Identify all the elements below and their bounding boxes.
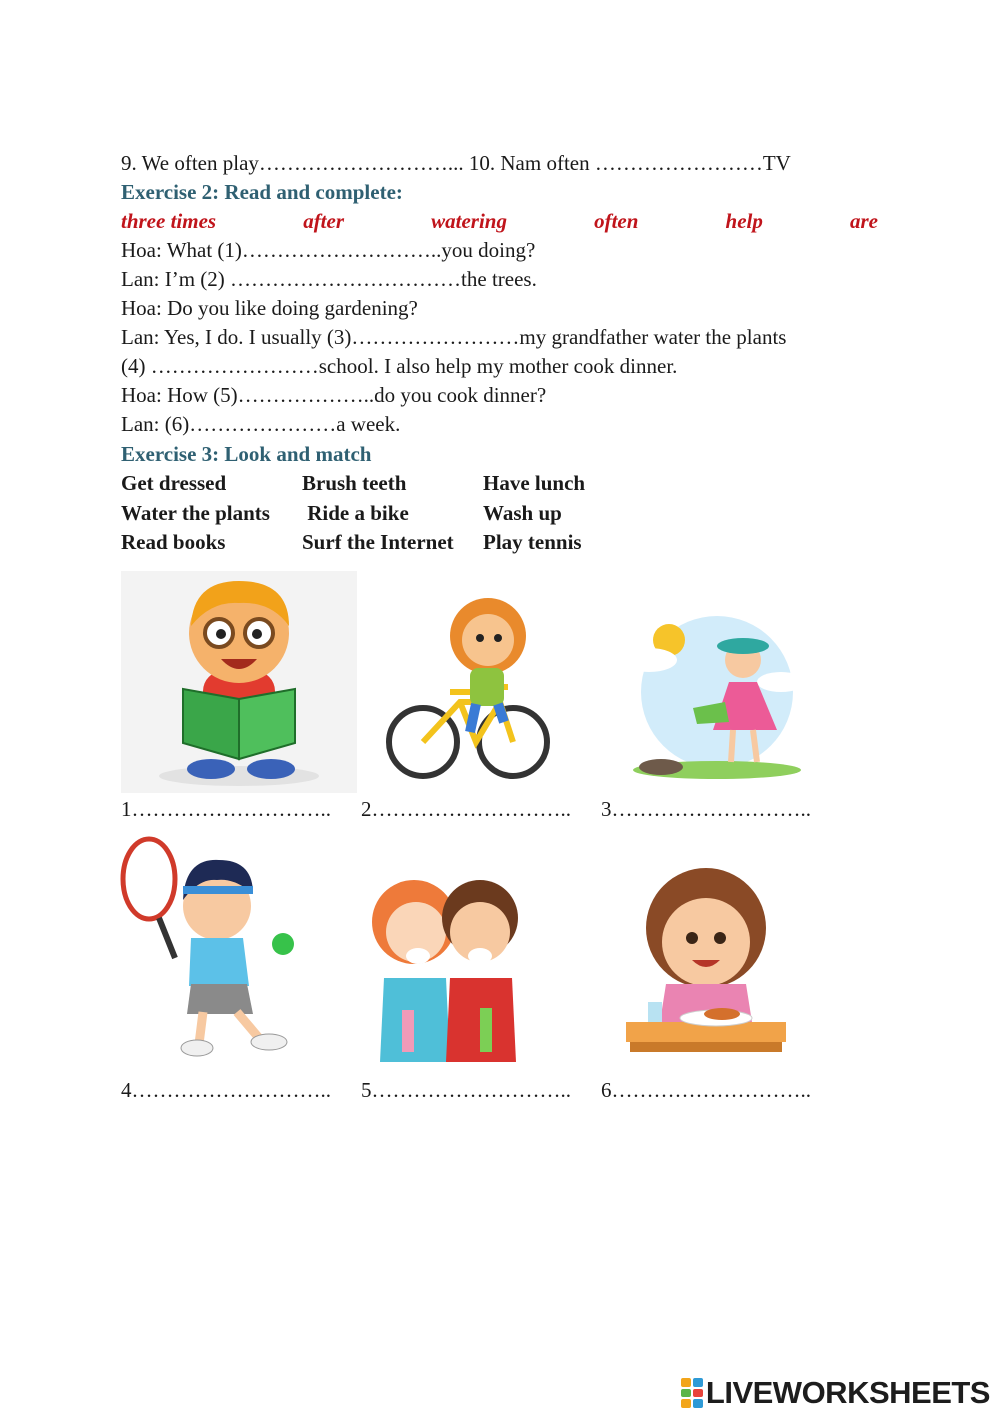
logo-square xyxy=(693,1399,703,1408)
picture-reading-books xyxy=(121,571,357,793)
dialogue-line: Hoa: What (1)………………………..you doing? xyxy=(121,238,536,262)
logo-mark-icon xyxy=(681,1378,703,1408)
picture-brush-teeth xyxy=(362,860,528,1062)
picture-water-the-plants xyxy=(621,612,803,787)
word-bank-item: are xyxy=(849,209,878,233)
answer-blank-6[interactable]: 6……………………….. xyxy=(601,1078,811,1102)
word-bank-item: help xyxy=(725,209,763,233)
exercise3-heading: Exercise 3: Look and match xyxy=(121,442,372,466)
exercise2-heading: Exercise 2: Read and complete: xyxy=(121,180,403,204)
logo-square xyxy=(681,1399,691,1408)
dialogue-line: Hoa: How (5)………………..do you cook dinner? xyxy=(121,383,547,407)
phrase-table xyxy=(121,469,683,558)
phrase: Have lunch xyxy=(483,471,586,495)
phrase-row xyxy=(121,499,683,529)
dialogue-line: Lan: Yes, I do. I usually (3)……………………my grandfather water the plants xyxy=(121,325,787,349)
answer-blank-1[interactable]: 1……………………….. xyxy=(121,797,337,821)
answer-blank-3[interactable]: 3……………………….. xyxy=(601,797,811,821)
answer-blank-2[interactable]: 2……………………….. xyxy=(361,797,577,821)
dialogue-line: (4) ……………………school. I also help my mother cook dinner. xyxy=(121,354,678,378)
phrase-row xyxy=(121,469,683,499)
phrase: Ride a bike xyxy=(302,500,409,525)
phrase-row xyxy=(121,528,683,558)
liveworksheets-logo[interactable] xyxy=(681,1375,990,1411)
dialogue-line: Hoa: Do you like doing gardening? xyxy=(121,296,418,320)
answer-blank-5[interactable]: 5……………………….. xyxy=(361,1078,577,1102)
word-bank-item: often xyxy=(594,209,639,233)
phrase: Water the plants xyxy=(121,500,270,525)
logo-square xyxy=(681,1378,691,1387)
logo-square xyxy=(681,1389,691,1398)
logo-square xyxy=(693,1378,703,1387)
phrase: Surf the Internet xyxy=(302,530,454,554)
exercise1-line-9: 9. We often play………………………... 10. Nam often ……………………TV xyxy=(121,151,791,175)
answer-blank-4[interactable]: 4……………………….. xyxy=(121,1078,337,1102)
picture-have-lunch xyxy=(622,862,790,1062)
word-bank xyxy=(121,207,878,236)
picture-ride-a-bike xyxy=(380,592,560,784)
dialogue-line: Lan: I’m (2) ……………………………the trees. xyxy=(121,267,537,291)
phrase: Get dressed xyxy=(121,471,227,495)
phrase: Wash up xyxy=(483,500,562,525)
phrase: Play tennis xyxy=(483,530,582,554)
logo-square xyxy=(693,1389,703,1398)
word-bank-item: three times xyxy=(121,209,217,233)
dialogue-line: Lan: (6)…………………a week. xyxy=(121,412,401,436)
logo-text: LIVEWORKSHEETS xyxy=(705,1375,990,1410)
word-bank-item: watering xyxy=(431,209,507,233)
word-bank-item: after xyxy=(303,209,345,233)
picture-play-tennis xyxy=(119,834,301,1062)
phrase: Read books xyxy=(121,530,226,554)
phrase: Brush teeth xyxy=(302,471,407,495)
